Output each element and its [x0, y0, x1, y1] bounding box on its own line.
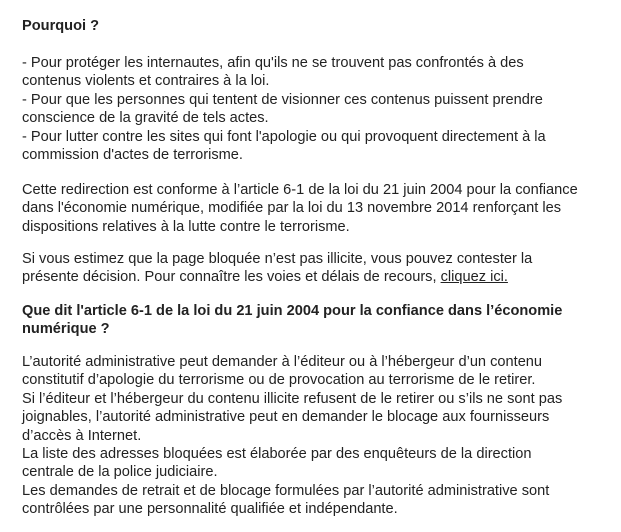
reasons-list: [22, 54, 613, 164]
paragraph-line: Si l’éditeur et l’hébergeur du contenu illicite refusent de le retirer ou s’ils ne sont pas: [22, 390, 563, 407]
contest-paragraph: [22, 250, 613, 287]
paragraph-line: Cette redirection est conforme à l’article 6-1 de la loi du 21 juin 2004 pour la confiance: [22, 182, 578, 198]
heading-pourquoi: Pourquoi ?: [22, 18, 100, 34]
paragraph-line: Les demandes de retrait et de blocage formulées par l’autorité administrative sont: [22, 482, 550, 499]
cliquez-ici-link[interactable]: cliquez ici.: [440, 269, 508, 286]
heading-article: [22, 302, 613, 339]
paragraph-text: présente décision. Pour connaître les voies et délais de recours,: [22, 269, 441, 286]
paragraph-line: Si vous estimez que la page bloquée n’est pas illicite, vous pouvez contester la: [22, 251, 533, 267]
reason-line: conscience de la gravité de tels actes.: [22, 110, 269, 127]
heading-line: Que dit l'article 6-1 de la loi du 21 juin 2004 pour la confiance dans l’économie: [22, 303, 563, 319]
reason-line: - Pour que les personnes qui tentent de visionner ces contenus puissent prendre: [22, 91, 543, 108]
paragraph-line: dans l'économie numérique, modifiée par la loi du 13 novembre 2014 renforçant les: [22, 200, 562, 217]
redirection-paragraph: [22, 181, 613, 236]
paragraph-line: La liste des adresses bloquées est élaborée par des enquêteurs de la direction: [22, 446, 532, 463]
paragraph-line: L’autorité administrative peut demander à l’éditeur ou à l’hébergeur d’un contenu: [22, 354, 543, 370]
paragraph-line: centrale de la police judiciaire.: [22, 464, 218, 481]
paragraph-line: constitutif d’apologie du terrorisme ou de provocation au terrorisme de le retirer.: [22, 372, 536, 389]
paragraph-line: contrôlées par une personnalité qualifiée et indépendante.: [22, 501, 398, 518]
paragraph-line: d’accès à Internet.: [22, 427, 142, 444]
reason-line: contenus violents et contraires à la loi.: [22, 73, 270, 90]
paragraph-line: joignables, l’autorité administrative peut en demander le blocage aux fournisseurs: [22, 409, 550, 426]
paragraph-line: [22, 268, 613, 286]
heading-line: numérique ?: [22, 321, 110, 338]
reason-line: - Pour lutter contre les sites qui font l'apologie ou qui provoquent directement à la: [22, 128, 546, 145]
reason-line: commission d'actes de terrorisme.: [22, 147, 243, 164]
article-paragraph: [22, 353, 613, 519]
reason-line: - Pour protéger les internautes, afin qu'ils ne se trouvent pas confrontés à des: [22, 55, 524, 71]
paragraph-line: dispositions relatives à la lutte contre le terrorisme.: [22, 218, 350, 235]
